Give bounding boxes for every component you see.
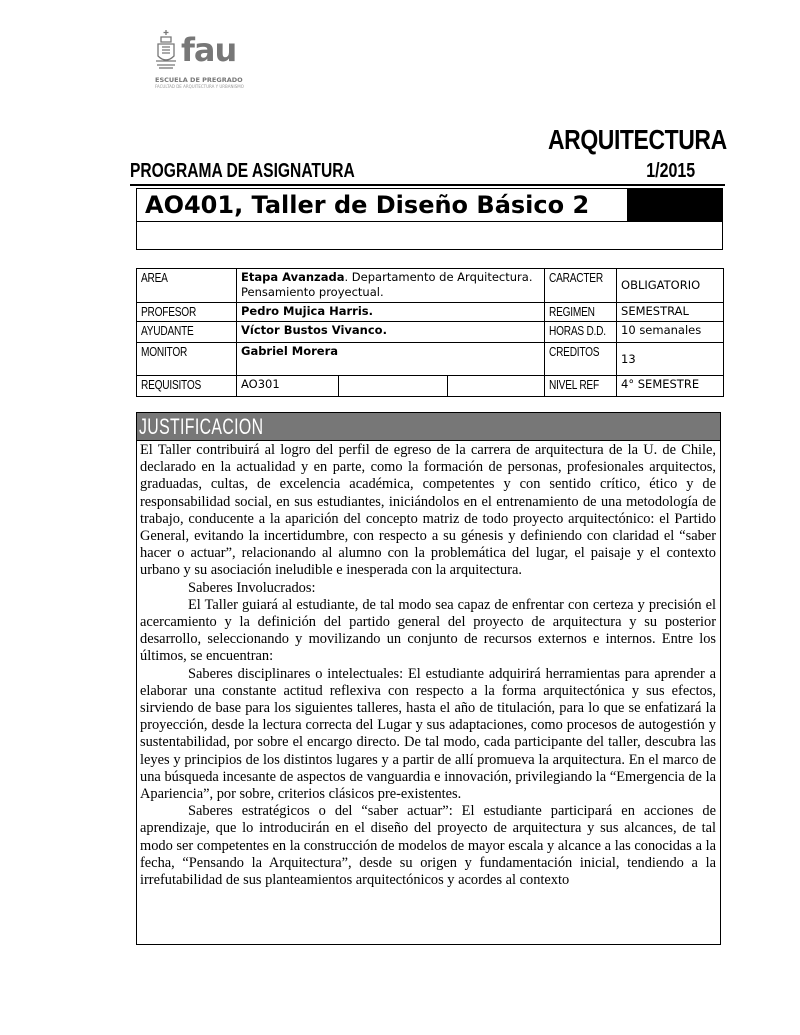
regimen-value: SEMESTRAL — [617, 303, 724, 322]
university-seal-icon — [153, 28, 179, 72]
profesor-value: Pedro Mujica Harris. — [237, 303, 545, 322]
nivel-label: NIVEL REF — [545, 376, 617, 397]
course-info-table — [136, 268, 724, 397]
requisitos-empty-cell — [448, 376, 545, 397]
table-row — [137, 343, 724, 376]
logo-school: ESCUELA DE PREGRADO — [155, 76, 243, 84]
logo-brand: fau — [181, 31, 237, 69]
justificacion-paragraph: El Taller guiará al estudiante, de tal modo sea capaz de enfrentar con certeza y precisión el acercamiento y la definición del partido general del proyecto de arquitectura y su posterior desarrollo, seleccionando y movilizando un conjunto de recursos externos e internos. Entre los últimos, se encuentran: — [140, 596, 716, 665]
monitor-label: MONITOR — [137, 343, 237, 376]
requisitos-value: AO301 — [237, 376, 339, 397]
creditos-value: 13 — [617, 343, 724, 376]
requisitos-label: REQUISITOS — [137, 376, 237, 397]
ayudante-label: AYUDANTE — [137, 322, 237, 343]
table-row — [137, 269, 724, 303]
monitor-value: Gabriel Morera — [237, 343, 545, 376]
justificacion-heading: JUSTIFICACION — [137, 413, 720, 441]
ayudante-value: Víctor Bustos Vivanco. — [237, 322, 545, 343]
horas-label: HORAS D.D. — [545, 322, 617, 343]
area-label: AREA — [137, 269, 237, 303]
table-row — [137, 376, 724, 397]
program-header — [130, 160, 725, 186]
area-value: Etapa Avanzada. Departamento de Arquitectura. Pensamiento proyectual. — [237, 269, 545, 303]
caracter-label: CARACTER — [545, 269, 617, 303]
justificacion-section — [136, 412, 721, 945]
justificacion-paragraph: Saberes disciplinares o intelectuales: El estudiante adquirirá herramientas para aprender a elaborar una constante actitud reflexiva con respecto a la forma arquitectónica y sus efectos, sirviendo de base para los siguientes talleres, hasta el año de titulación, para lo que se enfatizará la proyección, desde la lectura correcta del Lugar y sus adaptaciones, como procesos de autogestión y sustentabilidad, por sobre el encargo directo. De tal modo, cada participante del taller, descubra las leyes y principios de los distintos lugares y a partir de allí promueva la arquitectura. En el marco de una búsqueda incesante de aspectos de vanguardia e innovación, privilegiando la “Emergencia de la Apariencia”, por sobre, criterios clásicos pre-existentes. — [140, 665, 716, 803]
creditos-label: CREDITOS — [545, 343, 617, 376]
profesor-label: PROFESOR — [137, 303, 237, 322]
justificacion-paragraph: Saberes Involucrados: — [188, 579, 316, 596]
course-box — [136, 188, 723, 250]
regimen-label: REGIMEN — [545, 303, 617, 322]
logo-faculty: FACULTAD DE ARQUITECTURA Y URBANISMO — [155, 84, 244, 89]
course-title-black-block — [628, 189, 722, 222]
table-row — [137, 303, 724, 322]
requisitos-empty-cell — [339, 376, 448, 397]
nivel-value: 4° SEMESTRE — [617, 376, 724, 397]
horas-value: 10 semanales — [617, 322, 724, 343]
career-title: ARQUITECTURA — [548, 124, 727, 155]
course-title: AO401, Taller de Diseño Básico 2 — [137, 189, 628, 222]
semester-label: 1/2015 — [646, 160, 695, 182]
justificacion-body — [137, 441, 720, 944]
justificacion-paragraph: El Taller contribuirá al logro del perfil de egreso de la carrera de arquitectura de la U. de Chile, declarado en la actualidad y en parte, como la formación de personas, profesionales arquitectos, graduadas, cultas, de excelencia académica, competentes y con sentido crítico, ético y de responsabilidad social, en sus estudiantes, iniciándolos en el entrenamiento de una metodología de trabajo, conducente a la aparición del concepto matriz de todo proyecto arquitectónico: el Partido General, evitando la incertidumbre, con respecto a su génesis y definiendo con claridad el “saber hacer o actuar”, relacionando al alumno con la problemática del lugar, el paisaje y el contexto urbano y su asociación ineludible e inesperada con la arquitectura. — [140, 442, 716, 579]
fau-logo — [153, 28, 253, 96]
justificacion-paragraph: Saberes estratégicos o del “saber actuar”: El estudiante participará en acciones de aprendizaje, que lo introducirán en el diseño del proyecto de arquitectura y sus alcances, de tal modo ser competentes en la construcción de modelos de mayor escala y alcance a las conocidas a la fecha, “Pensando la Arquitectura”, desde su origen y fundamentación inicial, tendiendo a la irrefutabilidad de sus planteamientos arquitectónicos y acordes al contexto — [140, 803, 716, 889]
caracter-value: OBLIGATORIO — [617, 269, 724, 303]
table-row — [137, 322, 724, 343]
program-title: PROGRAMA DE ASIGNATURA — [130, 160, 355, 182]
